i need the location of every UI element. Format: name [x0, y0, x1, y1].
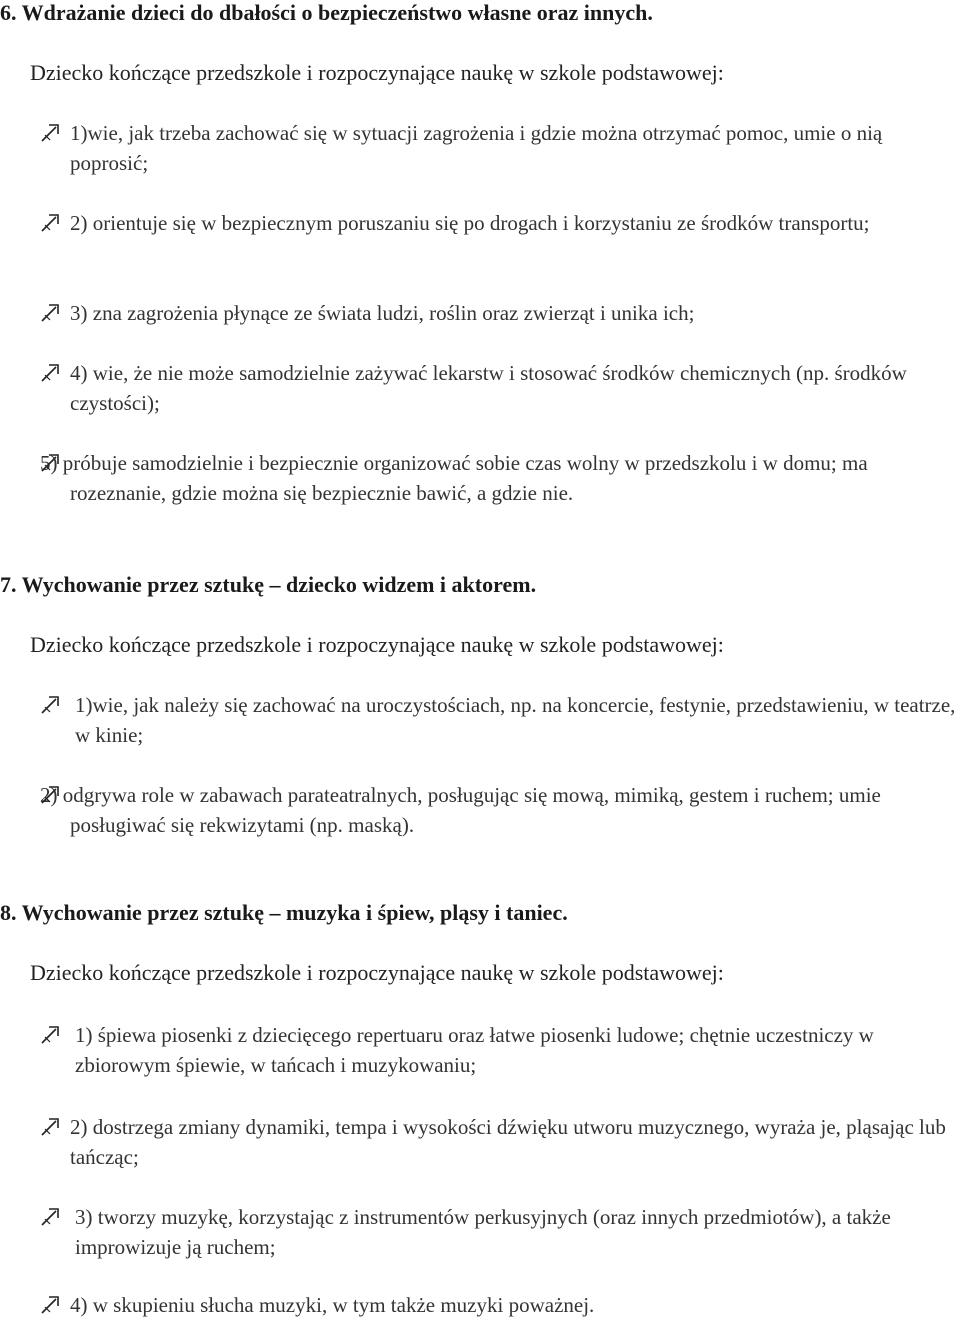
list-item-text: 3) zna zagrożenia płynące ze świata ludzi, roślin oraz zwierząt i unika ich; — [70, 301, 695, 325]
section-heading: 6. Wdrażanie dzieci do dbałości o bezpieczeństwo własne oraz innych. — [0, 0, 653, 25]
list-item-text: 2) odgrywa role w zabawach parateatralnych, posługując się mową, mimiką, gestem i ruchem; umie posługiwać się rekwizytami (np. maską). — [40, 783, 881, 837]
arrow-bullet-icon — [40, 1205, 62, 1227]
section-intro: Dziecko kończące przedszkole i rozpoczynające naukę w szkole podstawowej: — [30, 60, 724, 85]
list-item — [40, 780, 958, 840]
list-item-text: 5) próbuje samodzielnie i bezpiecznie organizować sobie czas wolny w przedszkolu i w domu; ma rozeznanie, gdzie można się bezpiecznie bawić, a gdzie nie. — [40, 451, 868, 505]
list-item — [40, 208, 958, 238]
list-item-text: 4) wie, że nie może samodzielnie zażywać lekarstw i stosować środków chemicznych (np. środków czystości); — [70, 361, 907, 415]
list-item-text: 4) w skupieniu słucha muzyki, w tym także muzyki poważnej. — [70, 1293, 595, 1317]
list-item-text: 2) dostrzega zmiany dynamiki, tempa i wysokości dźwięku utworu muzycznego, wyraża je, pląsając lub tańcząc; — [70, 1115, 946, 1169]
arrow-bullet-icon — [40, 211, 62, 233]
section-intro: Dziecko kończące przedszkole i rozpoczynające naukę w szkole podstawowej: — [30, 960, 724, 985]
list-item-text: 1) śpiewa piosenki z dziecięcego repertuaru oraz łatwe piosenki ludowe; chętnie uczestniczy w zbiorowym śpiewie, w tańcach i muzykowaniu; — [75, 1023, 874, 1077]
list-item — [40, 1290, 958, 1320]
section-intro: Dziecko kończące przedszkole i rozpoczynające naukę w szkole podstawowej: — [30, 632, 724, 657]
list-item — [40, 448, 958, 508]
arrow-bullet-icon — [40, 121, 62, 143]
list-item-text: 2) orientuje się w bezpiecznym poruszaniu się po drogach i korzystaniu ze środków transportu; — [70, 211, 870, 235]
list-item — [40, 690, 958, 750]
list-item — [40, 1112, 958, 1172]
arrow-bullet-icon — [40, 451, 62, 473]
list-item — [40, 1020, 958, 1080]
list-item — [40, 1202, 958, 1262]
arrow-bullet-icon — [40, 361, 62, 383]
arrow-bullet-icon — [40, 1293, 62, 1315]
arrow-bullet-icon — [40, 301, 62, 323]
list-item — [40, 298, 958, 328]
list-item-text: 1)wie, jak należy się zachować na uroczystościach, np. na koncercie, festynie, przedstawieniu, w teatrze, w kinie; — [75, 693, 956, 747]
section-heading: 7. Wychowanie przez sztukę – dziecko widzem i aktorem. — [0, 572, 537, 597]
list-item — [40, 358, 958, 418]
arrow-bullet-icon — [40, 693, 62, 715]
arrow-bullet-icon — [40, 1023, 62, 1045]
arrow-bullet-icon — [40, 1115, 62, 1137]
section-heading: 8. Wychowanie przez sztukę – muzyka i śpiew, pląsy i taniec. — [0, 900, 568, 925]
arrow-bullet-icon — [40, 783, 62, 805]
list-item-text: 3) tworzy muzykę, korzystając z instrumentów perkusyjnych (oraz innych przedmiotów), a także improwizuje ją ruchem; — [75, 1205, 891, 1259]
list-item-text: 1)wie, jak trzeba zachować się w sytuacji zagrożenia i gdzie można otrzymać pomoc, umie o nią poprosić; — [70, 121, 883, 175]
list-item — [40, 118, 958, 178]
